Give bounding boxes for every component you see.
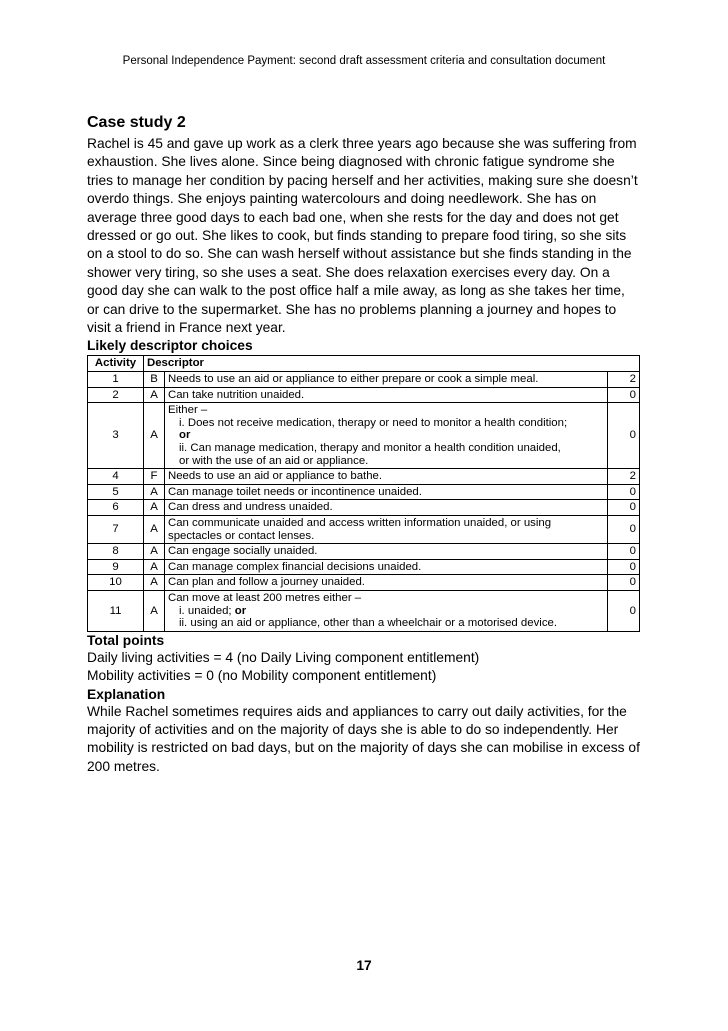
document-body <box>87 114 640 776</box>
descriptor-text: Can communicate unaided and access written information unaided, or using spectacles or contact lenses. <box>165 516 608 544</box>
descriptor-text: Needs to use an aid or appliance to either prepare or cook a simple meal. <box>165 372 608 388</box>
table-row <box>88 372 640 388</box>
descriptor-letter: A <box>144 544 165 560</box>
descriptor-letter: F <box>144 469 165 485</box>
explanation-heading: Explanation <box>87 686 166 702</box>
table-row <box>88 387 640 403</box>
descriptor-text: Needs to use an aid or appliance to bathe. <box>165 469 608 485</box>
activity-number: 2 <box>88 387 144 403</box>
table-row <box>88 544 640 560</box>
table-row <box>88 559 640 575</box>
descriptor-points: 0 <box>608 516 640 544</box>
descriptor-heading: Likely descriptor choices <box>87 338 253 354</box>
descriptor-text <box>165 590 608 631</box>
table-row <box>88 500 640 516</box>
activity-number: 7 <box>88 516 144 544</box>
descriptor-points: 0 <box>608 590 640 631</box>
descriptor-line: i. Does not receive medication, therapy or need to monitor a health condition; <box>179 416 568 429</box>
descriptor-points: 2 <box>608 372 640 388</box>
activity-number: 6 <box>88 500 144 516</box>
descriptor-line: ii. using an aid or appliance, other than a wheelchair or a motorised device. <box>179 617 558 630</box>
descriptor-points: 0 <box>608 484 640 500</box>
descriptor-line <box>168 605 604 618</box>
case-study-text: Rachel is 45 and gave up work as a clerk three years ago because she was suffering from exhaustion. She lives alone. Since being diagnosed with chronic fatigue syndrome she tries to manage her condition by pacing herself and her activities, making sure she doesn’t overdo things. She enjoys painting watercolours and doing needlework. She has on average three good days to each bad one, when she rests for the day and does not get dressed or go out. She likes to cook, but finds standing to prepare food tiring, so she sits on a stool to do so. She can wash herself without assistance but she finds standing in the shower very tiring, so she uses a seat. She does relaxation exercises every day. On a good day she can walk to the post office half a mile away, as long as she takes her time, or can drive to the supermarket. She has no problems planning a journey and hopes to visit a friend in France next year. <box>87 136 638 336</box>
running-header: Personal Independence Payment: second draft assessment criteria and consultation document <box>122 55 606 67</box>
descriptor-letter: A <box>144 516 165 544</box>
descriptor-fragment: or <box>234 604 247 617</box>
descriptor-text: Can manage toilet needs or incontinence unaided. <box>165 484 608 500</box>
descriptor-letter: A <box>144 559 165 575</box>
descriptor-line: or <box>179 429 191 442</box>
descriptor-line: Either – <box>168 404 208 417</box>
table-row <box>88 590 640 631</box>
activity-number: 11 <box>88 590 144 631</box>
table-row <box>88 469 640 485</box>
column-header-descriptor: Descriptor <box>144 356 640 372</box>
descriptor-letter: A <box>144 484 165 500</box>
descriptor-points: 2 <box>608 469 640 485</box>
descriptor-line: or with the use of an aid or appliance. <box>179 454 369 467</box>
table-row <box>88 403 640 469</box>
descriptor-line: Can move at least 200 metres either – <box>168 591 362 604</box>
descriptor-letter: A <box>144 500 165 516</box>
descriptor-points: 0 <box>608 544 640 560</box>
descriptor-letter: A <box>144 575 165 591</box>
descriptor-text: Can engage socially unaided. <box>165 544 608 560</box>
descriptor-letter: A <box>144 590 165 631</box>
page-number: 17 <box>356 958 372 973</box>
descriptor-letter: A <box>144 403 165 469</box>
descriptor-points: 0 <box>608 387 640 403</box>
total-daily-living: Daily living activities = 4 (no Daily Living component entitlement) <box>87 649 480 665</box>
descriptor-line: ii. Can manage medication, therapy and monitor a health condition unaided, <box>179 442 561 455</box>
descriptor-points: 0 <box>608 559 640 575</box>
activity-number: 5 <box>88 484 144 500</box>
descriptor-text: Can dress and undress unaided. <box>165 500 608 516</box>
activity-number: 8 <box>88 544 144 560</box>
descriptor-text: Can plan and follow a journey unaided. <box>165 575 608 591</box>
table-header-row <box>88 356 640 372</box>
table-row <box>88 575 640 591</box>
case-study-title: Case study 2 <box>87 114 186 131</box>
total-mobility: Mobility activities = 0 (no Mobility component entitlement) <box>87 668 437 684</box>
descriptor-text: Can take nutrition unaided. <box>165 387 608 403</box>
descriptor-letter: B <box>144 372 165 388</box>
activity-number: 1 <box>88 372 144 388</box>
activity-number: 4 <box>88 469 144 485</box>
activity-number: 9 <box>88 559 144 575</box>
activity-number: 3 <box>88 403 144 469</box>
descriptor-points: 0 <box>608 575 640 591</box>
descriptor-points: 0 <box>608 403 640 469</box>
descriptor-text <box>165 403 608 469</box>
descriptor-points: 0 <box>608 500 640 516</box>
table-row <box>88 516 640 544</box>
descriptor-fragment: i. unaided; <box>179 604 232 617</box>
descriptor-letter: A <box>144 387 165 403</box>
table-row <box>88 484 640 500</box>
activity-number: 10 <box>88 575 144 591</box>
total-points-heading: Total points <box>87 632 165 648</box>
explanation-text: While Rachel sometimes requires aids and appliances to carry out daily activities, for the majority of activities and on the majority of days she is able to do so independently. Her mobility is restricted on bad days, but on the majority of days she can mobilise in excess of 200 metres. <box>87 703 640 774</box>
descriptor-table <box>87 355 640 631</box>
descriptor-text: Can manage complex financial decisions unaided. <box>165 559 608 575</box>
column-header-activity: Activity <box>88 356 144 372</box>
